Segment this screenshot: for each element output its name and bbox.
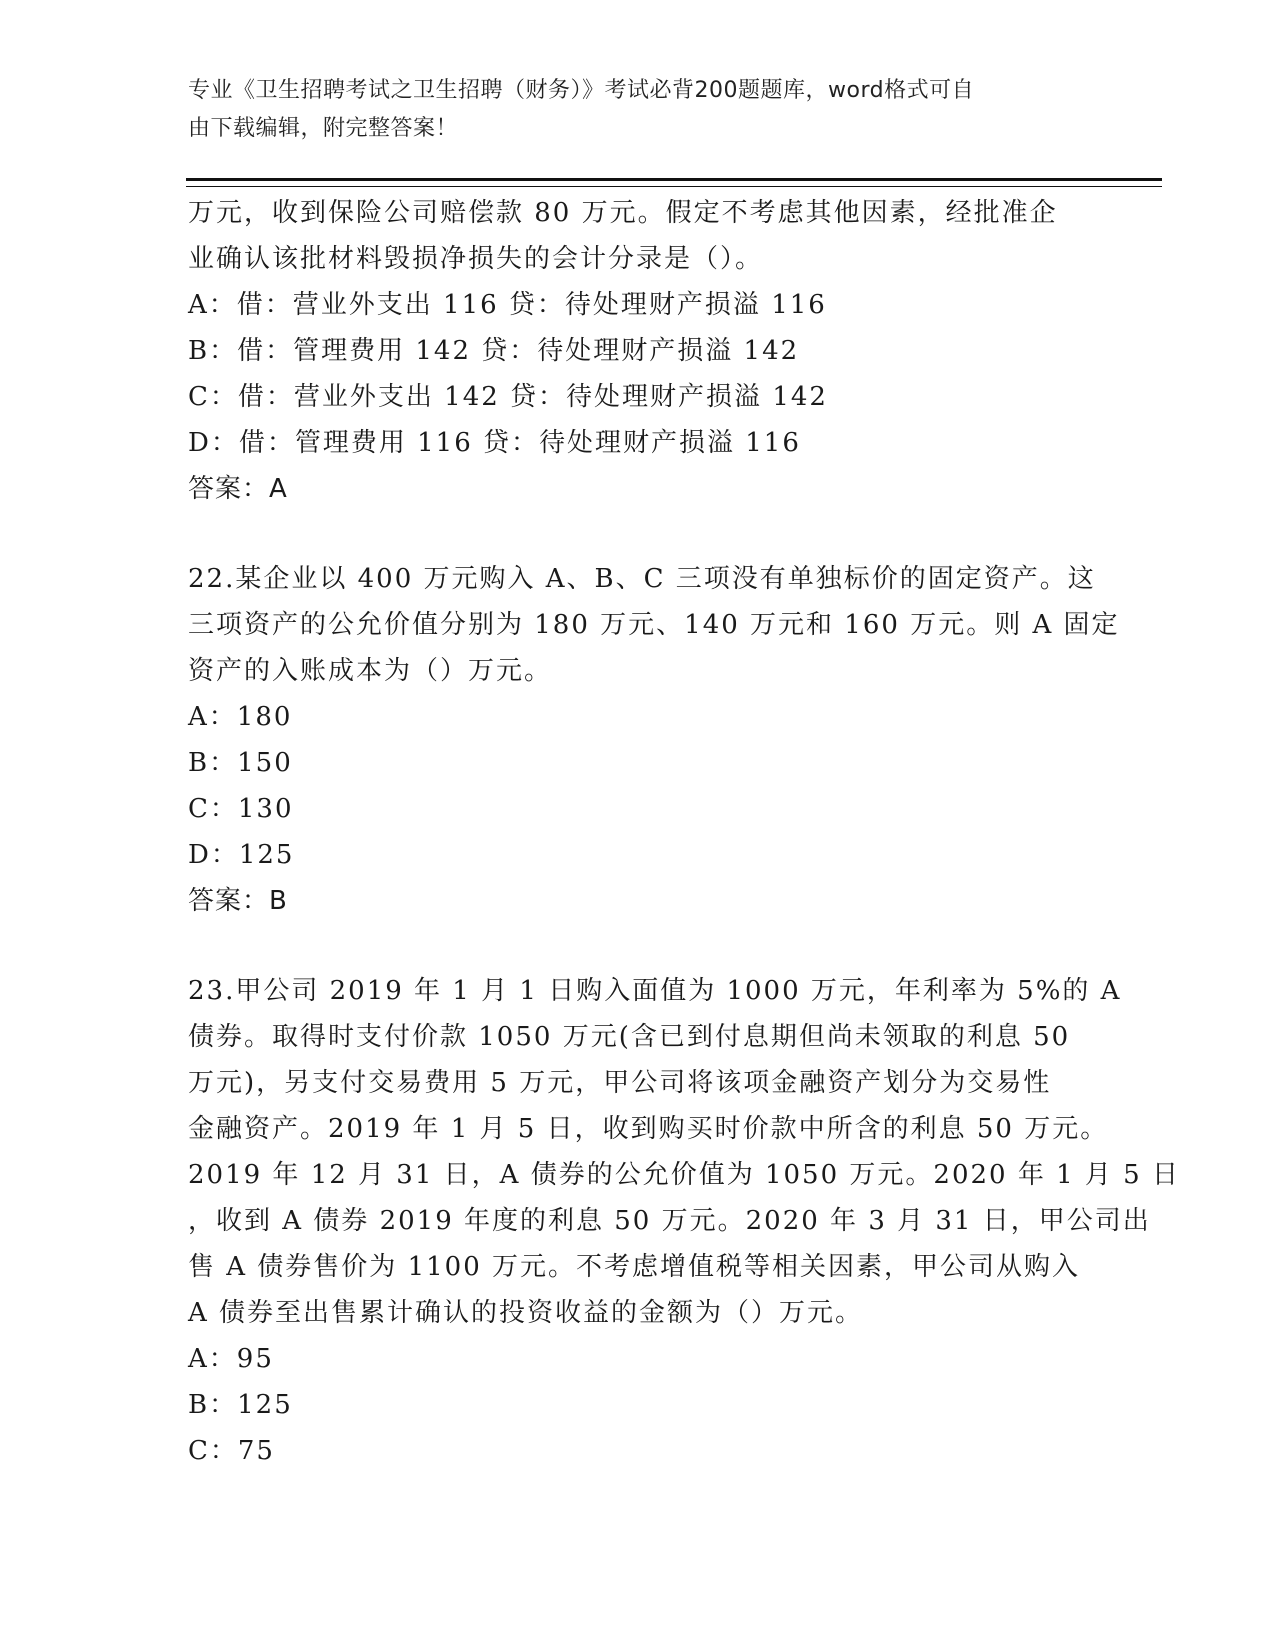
- option-b: B：150: [188, 748, 293, 778]
- option-c: C：130: [188, 794, 294, 824]
- question-stem-line: 售 A 债券售价为 1100 万元。不考虑增值税等相关因素，甲公司从购入: [188, 1252, 1081, 1282]
- spacer: [188, 512, 1078, 556]
- option-d: D：借：管理费用 116 贷：待处理财产损溢 116: [188, 428, 801, 458]
- question-stem-line: 资产的入账成本为（）万元。: [188, 656, 553, 686]
- option-b: B：借：管理费用 142 贷：待处理财产损溢 142: [188, 336, 800, 366]
- question-stem-line: 业确认该批材料毁损净损失的会计分录是（）。: [188, 244, 764, 274]
- option-c: C：75: [188, 1436, 275, 1466]
- question-stem-line: ，收到 A 债券 2019 年度的利息 50 万元。2020 年 3 月 31 日，甲公司出: [188, 1206, 1151, 1236]
- header-title-line-2: 由下载编辑，附完整答案！: [188, 116, 459, 141]
- answer-line: 答案：A: [188, 474, 288, 504]
- spacer: [188, 924, 1078, 968]
- option-b: B：125: [188, 1390, 293, 1420]
- option-a: A：95: [188, 1344, 274, 1374]
- question-stem-line: 金融资产。2019 年 1 月 5 日，收到购买时价款中所含的利息 50 万元。: [188, 1114, 1109, 1144]
- option-c: C：借：营业外支出 142 贷：待处理财产损溢 142: [188, 382, 828, 412]
- question-stem-line: 22.某企业以 400 万元购入 A、B、C 三项没有单独标价的固定资产。这: [188, 564, 1096, 594]
- question-21: [188, 190, 1078, 512]
- question-stem-line: 三项资产的公允价值分别为 180 万元、140 万元和 160 万元。则 A 固定: [188, 610, 1120, 640]
- question-23: [188, 968, 1180, 1474]
- header-rule-thick: [186, 178, 1162, 181]
- question-stem-line: 23.甲公司 2019 年 1 月 1 日购入面值为 1000 万元，年利率为 5%的 A: [188, 976, 1122, 1006]
- header-title-line-1: 专业《卫生招聘考试之卫生招聘（财务）》考试必背200题题库，word格式可自: [188, 78, 975, 103]
- header-rule-thin: [186, 186, 1162, 187]
- option-a: A：180: [188, 702, 293, 732]
- question-stem-line: 万元，收到保险公司赔偿款 80 万元。假定不考虑其他因素，经批准企: [188, 198, 1058, 228]
- question-stem-line: A 债券至出售累计确认的投资收益的金额为（）万元。: [188, 1298, 864, 1328]
- document-header: [188, 72, 1088, 148]
- question-stem-line: 2019 年 12 月 31 日，A 债券的公允价值为 1050 万元。2020 年 1 月 5 日: [188, 1160, 1180, 1190]
- option-d: D：125: [188, 840, 295, 870]
- option-a: A：借：营业外支出 116 贷：待处理财产损溢 116: [188, 290, 827, 320]
- question-stem-line: 万元)，另支付交易费用 5 万元，甲公司将该项金融资产划分为交易性: [188, 1068, 1052, 1098]
- question-22: [188, 556, 1120, 924]
- question-stem-line: 债券。取得时支付价款 1050 万元(含已到付息期但尚未领取的利息 50: [188, 1022, 1071, 1052]
- document-body: [188, 190, 1180, 1474]
- answer-line: 答案：B: [188, 886, 288, 916]
